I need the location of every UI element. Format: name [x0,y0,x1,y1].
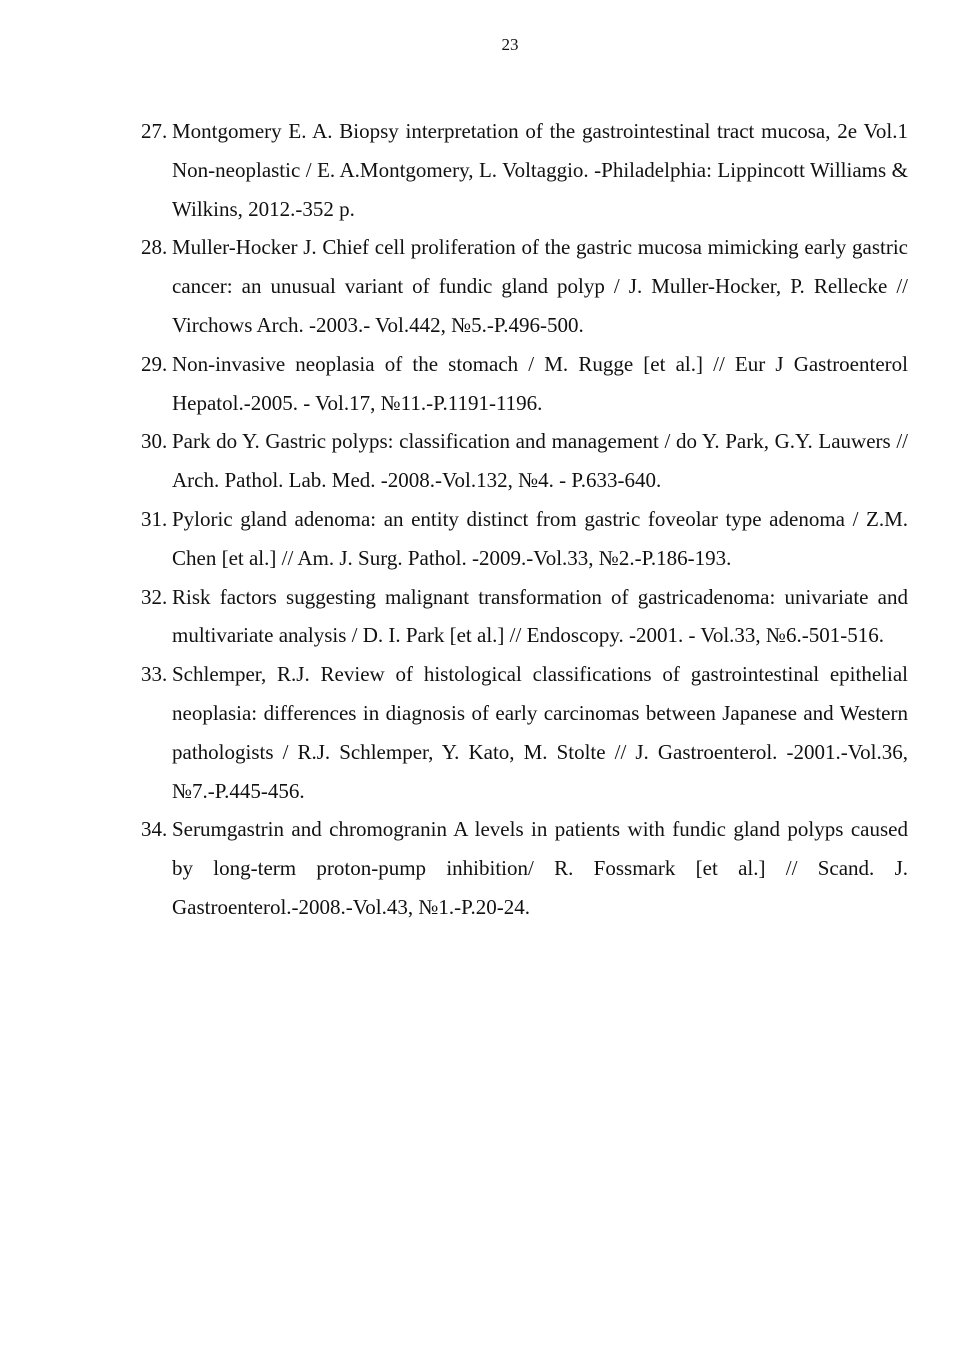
reference-item [141,655,908,810]
reference-number: 29. [141,351,168,376]
reference-item [141,228,908,344]
reference-text: Pyloric gland adenoma: an entity distinct from gastric foveolar type adenoma / Z.M. Chen [et al.] // Am. J. Surg. Pathol. -2009.-Vol.33, №2.-P.186-193. [172,506,908,570]
reference-item [141,578,908,656]
reference-text: Park do Y. Gastric polyps: classification and management / do Y. Park, G.Y. Lauwers // Arch. Pathol. Lab. Med. -2008.-Vol.132, №4. - P.633-640. [172,429,908,493]
reference-text: Muller-Hocker J. Chief cell proliferation of the gastric mucosa mimicking early gastric cancer: an unusual variant of fundic gland polyp / J. Muller-Hocker, P. Rellecke // Virchows Arch. -2003.- Vol.442, №5.-P.496-500. [172,235,908,337]
reference-number: 32. [141,584,168,609]
reference-item [141,810,908,926]
reference-number: 28. [141,235,168,260]
reference-text: Risk factors suggesting malignant transformation of gastricadenoma: univariate and multivariate analysis / D. I. Park [et al.] // Endoscopy. -2001. - Vol.33, №6.-501-516. [172,584,908,648]
reference-item [141,112,908,228]
page-number: 23 [501,35,519,54]
reference-item [141,345,908,423]
reference-text: Schlemper, R.J. Review of histological classifications of gastrointestinal epithelial neoplasia: differences in diagnosis of early carcinomas between Japanese and Western pathologists / R.J. Schlemper, Y. Kato, M. Stolte // J. Gastroenterol. -2001.-Vol.36, №7.-P.445-456. [172,662,908,803]
reference-number: 33. [141,662,168,687]
reference-text: Montgomery E. A. Biopsy interpretation of the gastrointestinal tract mucosa, 2e Vol.1 Non-neoplastic / E. A.Montgomery, L. Voltaggio. -Philadelphia: Lippincott Williams & Wilkins, 2012.-352 p. [172,119,908,221]
reference-item [141,422,908,500]
reference-text: Non-invasive neoplasia of the stomach / M. Rugge [et al.] // Eur J Gastroenterol Hepatol.-2005. - Vol.17, №11.-P.1191-1196. [172,351,908,415]
reference-list [141,112,908,927]
reference-number: 27. [141,119,168,143]
reference-text: Serumgastrin and chromogranin A levels in patients with fundic gland polyps caused by long-term proton-pump inhibition/ R. Fossmark [et al.] // Scand. J. Gastroenterol.-2008.-Vol.43, №1.-P.20-24. [172,817,908,919]
reference-number: 30. [141,429,168,454]
reference-number: 31. [141,506,168,531]
reference-number: 34. [141,817,168,842]
reference-item [141,500,908,578]
